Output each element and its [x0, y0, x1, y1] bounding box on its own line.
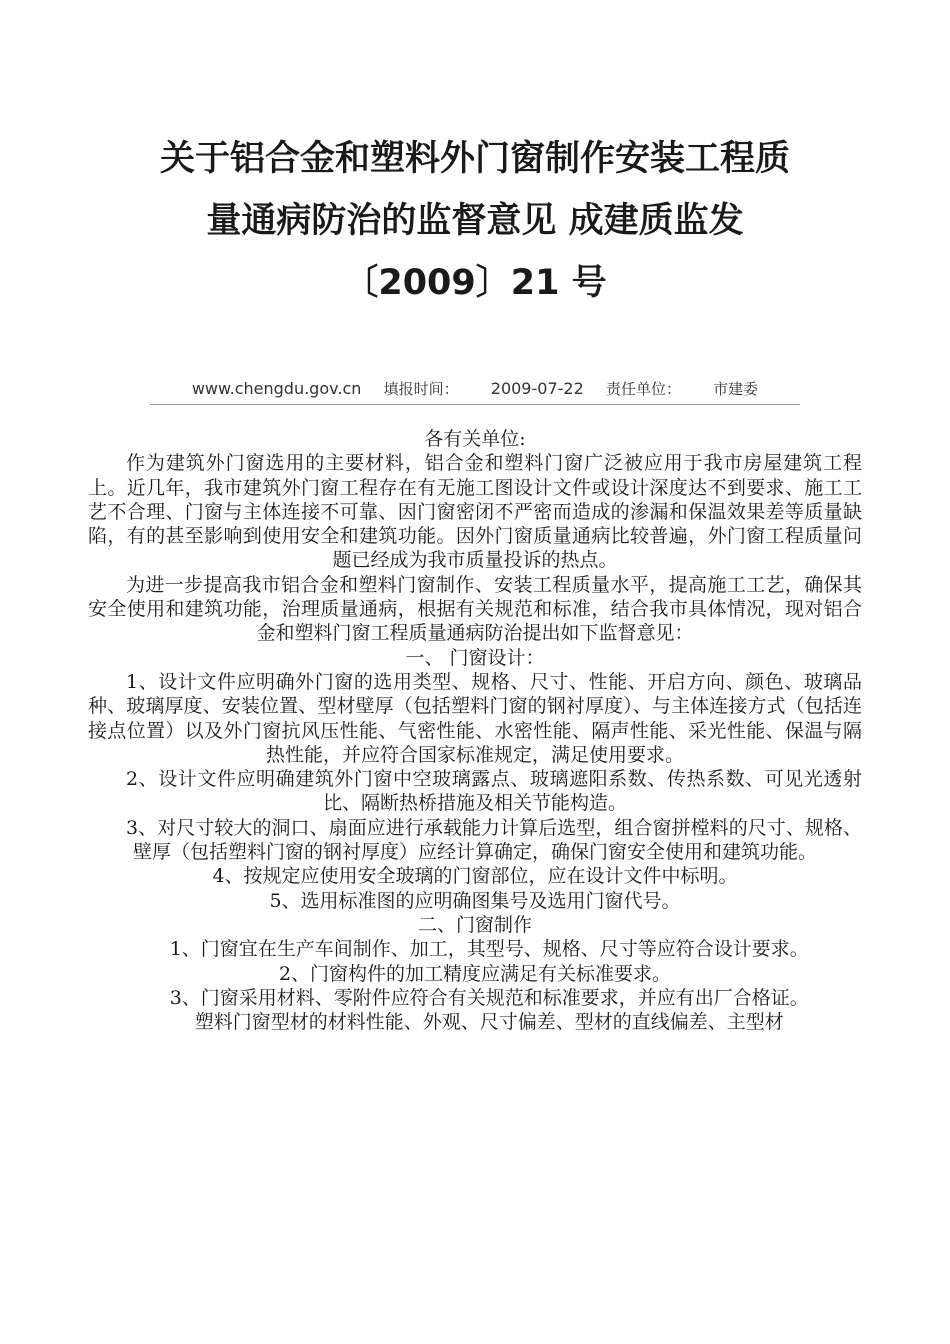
section-heading-2: 二、门窗制作 — [417, 913, 532, 936]
section1-item-1: 1、设计文件应明确外门窗的选用类型、规格、尺寸、性能、开启方向、颜色、玻璃品种、玻璃厚度、安装位置、型材壁厚（包括塑料门窗的钢衬厚度）、与主体连接方式（包括连接点位置）以及外门窗抗风压性能、气密性能、水密性能、隔声性能、采光性能、保温与隔热性能，并应符合国家标准规定，满足使用要求。 — [88, 670, 862, 766]
title-line-2: 量通病防治的监督意见 成建质监发 — [206, 201, 744, 241]
responsible-unit: 市建委 — [713, 380, 759, 398]
paragraph-2: 为进一步提高我市铝合金和塑料门窗制作、安装工程质量水平，提高施工工艺，确保其安全使用和建筑功能，治理质量通病，根据有关规范和标准，结合我市具体情况，现对铝合金和塑料门窗工程质量通病防治提出如下监督意见： — [88, 573, 862, 645]
date-label: 填报时间： — [383, 380, 459, 398]
section-heading-1: 一、 门窗设计： — [405, 646, 545, 669]
title-line-3: 〔2009〕21 号 — [343, 263, 607, 303]
section2-item-2: 2、门窗构件的加工精度应满足有关标准要求。 — [278, 962, 672, 985]
section1-item-3: 3、对尺寸较大的洞口、扇面应进行承载能力计算后选型，组合窗拼樘料的尺寸、规格、壁厚（包括塑料门窗的钢衬厚度）应经计算确定，确保门窗安全使用和建筑功能。 — [126, 816, 862, 864]
section1-item-2: 2、设计文件应明确建筑外门窗中空玻璃露点、玻璃遮阳系数、传热系数、可见光透射比、隔断热桥措施及相关节能构造。 — [126, 768, 862, 815]
section2-item-3: 3、门窗采用材料、零附件应符合有关规范和标准要求，并应有出厂合格证。 — [169, 986, 809, 1009]
document-body — [88, 427, 862, 1034]
publication-meta — [150, 378, 800, 405]
section2-item-4: 塑料门窗型材的材料性能、外观、尺寸偏差、型材的直线偏差、主型材 — [194, 1011, 784, 1034]
title-line-1: 关于铝合金和塑料外门窗制作安装工程质 — [159, 139, 790, 179]
salutation: 各有关单位: — [424, 428, 526, 450]
publish-date: 2009-07-22 — [490, 379, 584, 398]
paragraph-1: 作为建筑外门窗选用的主要材料，铝合金和塑料门窗广泛被应用于我市房屋建筑工程上。近几年，我市建筑外门窗工程存在有无施工图设计文件或设计深度达不到要求、施工工艺不合理、门窗与主体连接不可靠、因门窗密闭不严密而造成的渗漏和保温效果差等质量缺陷，有的甚至影响到使用安全和建筑功能。因外门窗质量通病比较普遍，外门窗工程质量问题已经成为我市质量投诉的热点。 — [88, 452, 862, 572]
section1-item-4: 4、按规定应使用安全玻璃的门窗部位，应在设计文件中标明。 — [212, 865, 738, 888]
section2-item-1: 1、门窗宜在生产车间制作、加工，其型号、规格、尺寸等应符合设计要求。 — [169, 938, 809, 961]
unit-label: 责任单位： — [605, 380, 681, 398]
document-title — [90, 128, 860, 314]
section1-item-5: 5、选用标准图的应明确图集号及选用门窗代号。 — [269, 889, 681, 912]
site-url[interactable]: www.chengdu.gov.cn — [191, 379, 362, 398]
